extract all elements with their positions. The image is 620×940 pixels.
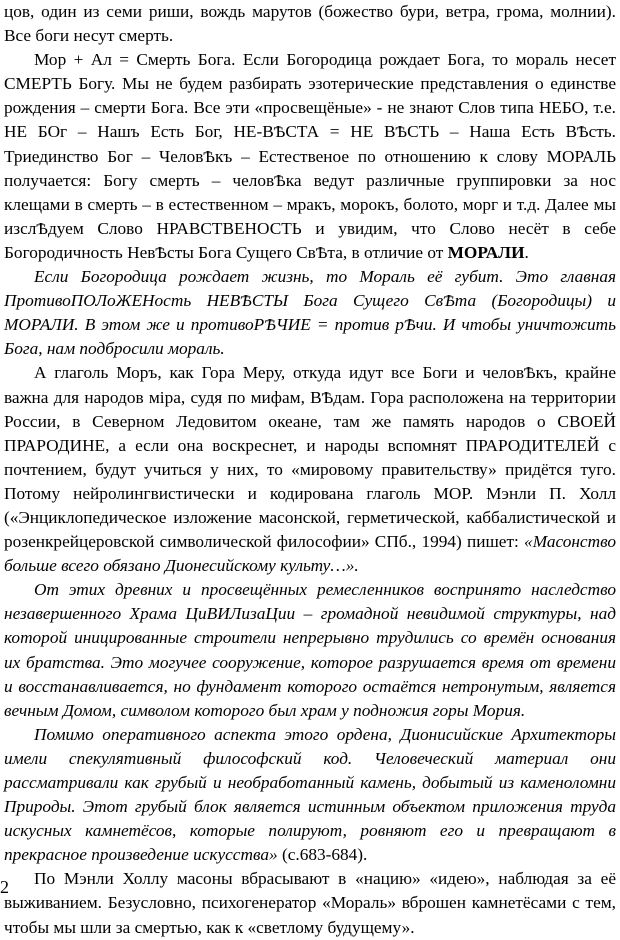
paragraph — [4, 867, 616, 939]
text-run: А глаголь Моръ, как Гора Меру, откуда идут все Боги и человѢкъ, крайне важна для народов міра, судя по мифам, ВѢдам. Гора расположена на территории России, в Северном Ледовитом океане, там же память народов о СВОЕЙ ПРАРОДИНЕ, а если она воскреснет, и народы вспомнят ПРАРОДИТЕЛЕЙ с почтением, будут учиться у них, то «мировому правительству» придётся туго. Потому нейролингвистически и кодирована глаголь МОР. Мэнли П. Холл («Энциклопедическое изложение масонской, герметической, каббалистической и розенкрейцеровской символической философии» СПб., 1994) пишет: — [4, 363, 616, 552]
text-run: Помимо оперативного аспекта этого ордена, Дионисийские Архитекторы имели спекулятивный философский код. Человеческий материал они рассматривали как грубый и необработанный камень, добытый из каменоломни Природы. Этот грубый блок является истинным объектом приложения труда искусных камнетёсов, которые полируют, ровняют его и превращают в прекрасное произведение искусства» — [4, 724, 616, 865]
text-run: Если Богородица рождает жизнь, то Мораль её губит. Это главная ПротивоПОЛоЖЕНость НЕВѢСТЫ Бога Сущего СвѢта (Богородицы) и МОРАЛИ. В этом же и противоРѢЧИЕ = против рѢчи. И чтобы уничтожить Бога, нам подбросили мораль. — [4, 267, 616, 359]
paragraph — [4, 0, 616, 48]
text-run: . — [524, 242, 529, 262]
paragraph — [4, 48, 616, 265]
paragraph — [4, 361, 616, 578]
text-run: От этих древних и просвещённых ремесленников воспринято наследство незавершенного Храма ЦиВИЛизаЦии – громадной невидимой структуры, над которой иницированные строители непрерывно трудились со времён основания их братства. Это могучее сооружение, которое разрушается время от времени и восстанавливается, но фундамент которого остаётся нетронутым, является вечным Домом, символом которого был храм у подножия горы Мория. — [4, 580, 616, 720]
paragraph — [4, 265, 616, 361]
text-run: цов, один из семи риши, вождь марутов (божество бури, ветра, грома, молнии). Все боги несут смерть. — [4, 2, 616, 46]
text-run: (с.683-684). — [277, 845, 368, 865]
body-text — [4, 0, 616, 940]
paragraph — [4, 723, 616, 868]
text-run: По Мэнли Холлу масоны вбрасывают в «нацию» «идею», наблюдая за её выживанием. Безусловно, психогенератор «Мораль» вброшен камнетёсами с тем, чтобы мы шли за смертью, как к «светлому будущему». — [4, 869, 616, 937]
bold-text: МОРАЛИ — [447, 242, 525, 262]
paragraph — [4, 578, 616, 723]
text-run: Мор + Ал = Смерть Бога. Если Богородица рождает Бога, то мораль несет СМЕРТЬ Богу. Мы не будем разбирать эзотерические представления о единстве рождения – смерти Бога. Все эти «просвещёные» - не знают Слов типа НЕБО, т.е. НЕ БОг – Нашъ Есть Бог, НЕ-ВѢСТА = НЕ ВѢСТЬ – Наша Есть ВѢсть. Триединство Бог – ЧеловѢкъ – Естественое по отношению к слову МОРАЛЬ получается: Богу смерть – человѢка ведут различные группировки за нос клещами в смерть – в естественном – мракъ, морокъ, болото, морг и т.д. Далее мы изслѢдуем Слово НРАВСТВЕНОСТЬ и увидим, что Слово несёт в себе Богородичность НевѢсты Бога Сущего СвѢта, в отличие от — [4, 50, 616, 262]
text-run: «Масонство больше всего обязано Дионесийскому культу…». — [4, 532, 616, 576]
page-number: 2 — [0, 877, 9, 897]
